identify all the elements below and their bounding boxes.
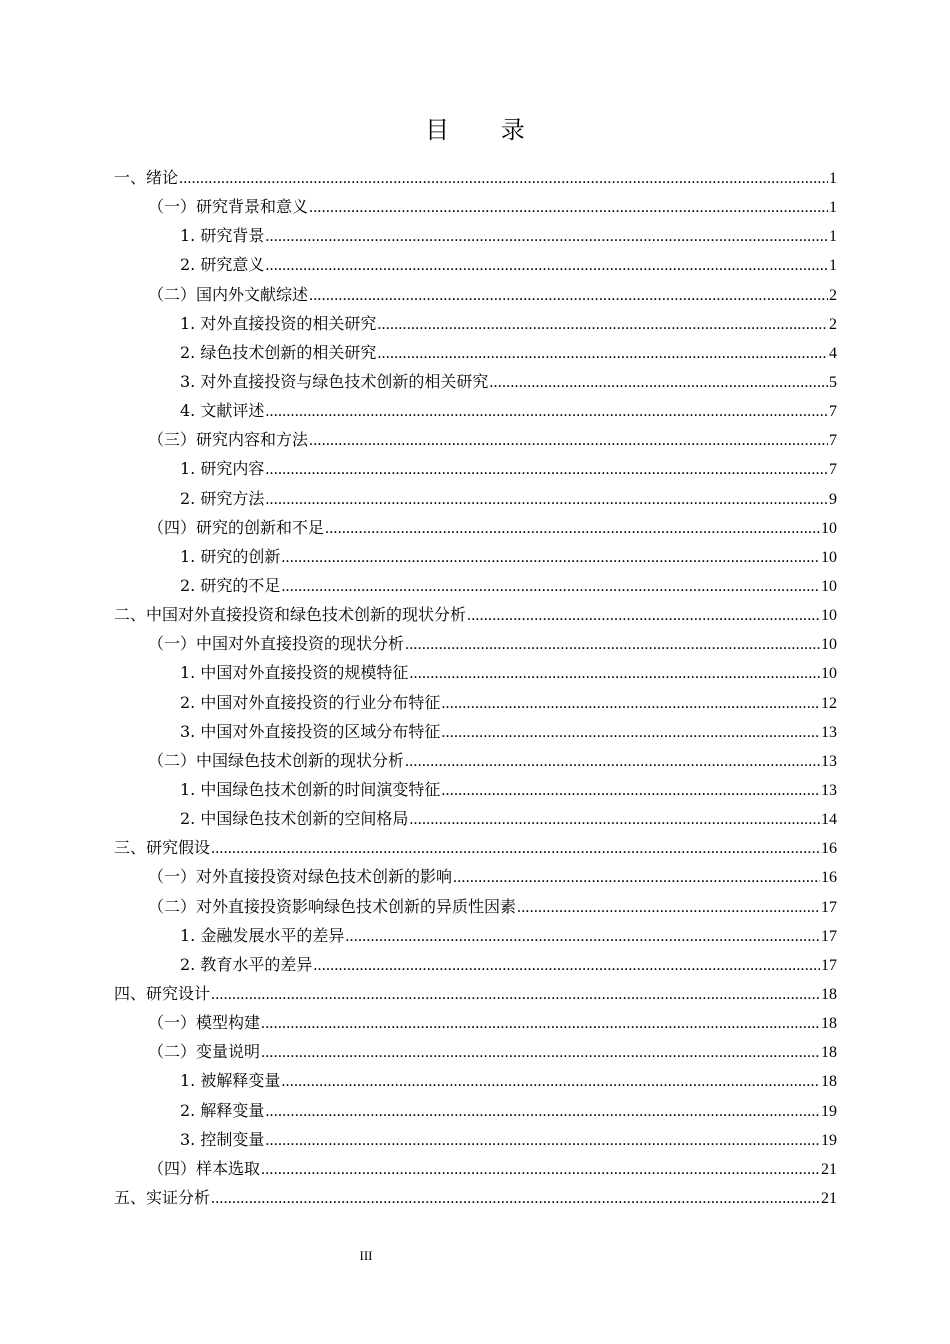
toc-entry-label: 2. 研究的不足 — [180, 575, 281, 595]
toc-entry[interactable] — [114, 688, 837, 717]
toc-entry[interactable] — [114, 1154, 837, 1183]
toc-entry-label: （一）中国对外直接投资的现状分析 — [148, 634, 405, 654]
toc-dot-leader — [265, 485, 828, 514]
toc-dot-leader — [179, 164, 828, 193]
toc-entry-page: 13 — [821, 723, 837, 741]
toc-entry[interactable] — [114, 542, 837, 571]
toc-entry-label: （四）研究的创新和不足 — [148, 517, 325, 537]
toc-dot-leader — [265, 397, 828, 426]
toc-entry-page: 1 — [829, 199, 837, 217]
toc-entry[interactable] — [114, 921, 837, 950]
page-number: III — [359, 1248, 373, 1263]
toc-dot-leader — [265, 455, 828, 484]
toc-entry[interactable] — [114, 309, 837, 338]
toc-entry[interactable] — [114, 1125, 837, 1154]
toc-entry-page: 10 — [821, 607, 837, 625]
toc-dot-leader — [211, 1184, 820, 1213]
toc-entry[interactable] — [114, 221, 837, 250]
toc-entry-page: 18 — [821, 1044, 837, 1062]
page-title: 目 录 — [425, 116, 547, 144]
toc-dot-leader — [265, 1126, 820, 1155]
toc-entry-label: 1. 研究的创新 — [180, 546, 281, 566]
toc-entry-label: （四）样本选取 — [148, 1158, 261, 1178]
toc-entry-label: （一）对外直接投资对绿色技术创新的影响 — [148, 867, 453, 887]
toc-dot-leader — [489, 368, 828, 397]
toc-entry[interactable] — [114, 1008, 837, 1037]
toc-entry[interactable] — [114, 1066, 837, 1095]
toc-entry-page: 19 — [821, 1131, 837, 1149]
toc-dot-leader — [377, 310, 828, 339]
toc-entry[interactable] — [114, 250, 837, 279]
toc-entry[interactable] — [114, 425, 837, 454]
toc-dot-leader — [441, 718, 820, 747]
toc-entry-page: 4 — [829, 344, 837, 362]
toc-entry[interactable] — [114, 775, 837, 804]
toc-dot-leader — [405, 747, 820, 776]
toc-entry-page: 12 — [821, 694, 837, 712]
toc-dot-leader — [211, 980, 820, 1009]
toc-entry[interactable] — [114, 804, 837, 833]
toc-entry[interactable] — [114, 979, 837, 1008]
toc-entry-page: 10 — [821, 577, 837, 595]
toc-entry[interactable] — [114, 950, 837, 979]
toc-entry-label: 1. 中国绿色技术创新的时间演变特征 — [180, 779, 441, 799]
toc-entry[interactable] — [114, 629, 837, 658]
toc-entry-page: 16 — [821, 840, 837, 858]
toc-entry-label: 2. 研究意义 — [180, 255, 265, 275]
toc-entry-page: 17 — [821, 956, 837, 974]
toc-dot-leader — [261, 1155, 820, 1184]
toc-entry-label: （二）中国绿色技术创新的现状分析 — [148, 750, 405, 770]
toc-entry-page: 14 — [821, 811, 837, 829]
toc-dot-leader — [261, 1009, 820, 1038]
toc-entry-page: 17 — [821, 927, 837, 945]
toc-dot-leader — [261, 1038, 820, 1067]
toc-entry-label: 1. 被解释变量 — [180, 1071, 281, 1091]
toc-entry[interactable] — [114, 163, 837, 192]
toc-entry-page: 1 — [829, 170, 837, 187]
toc-entry[interactable] — [114, 600, 837, 629]
toc-entry-label: （一）模型构建 — [148, 1013, 261, 1033]
toc-dot-leader — [265, 251, 828, 280]
toc-dot-leader — [281, 1067, 820, 1096]
toc-entry-label: 2. 解释变量 — [180, 1100, 265, 1120]
toc-dot-leader — [309, 281, 828, 310]
toc-entry[interactable] — [114, 484, 837, 513]
toc-entry-page: 1 — [829, 257, 837, 275]
toc-entry-page: 10 — [821, 636, 837, 654]
toc-entry-page: 18 — [821, 985, 837, 1003]
toc-dot-leader — [441, 689, 820, 718]
toc-entry[interactable] — [114, 513, 837, 542]
toc-entry-page: 2 — [829, 315, 837, 333]
toc-entry-label: 3. 中国对外直接投资的区域分布特征 — [180, 721, 441, 741]
toc-dot-leader — [345, 922, 820, 951]
toc-entry-page: 13 — [821, 752, 837, 770]
toc-entry-page: 18 — [821, 1073, 837, 1091]
toc-entry-page: 2 — [829, 286, 837, 304]
toc-entry-label: 2. 中国绿色技术创新的空间格局 — [180, 809, 409, 829]
toc-entry-page: 13 — [821, 781, 837, 799]
toc-entry-label: 2. 研究方法 — [180, 488, 265, 508]
toc-entry[interactable] — [114, 367, 837, 396]
toc-entry[interactable] — [114, 280, 837, 309]
toc-dot-leader — [309, 426, 828, 455]
toc-entry-page: 7 — [829, 432, 837, 450]
toc-entry[interactable] — [114, 454, 837, 483]
toc-entry-label: （二）对外直接投资影响绿色技术创新的异质性因素 — [148, 896, 517, 916]
toc-entry-label: （三）研究内容和方法 — [148, 430, 309, 450]
toc-entry[interactable] — [114, 833, 837, 862]
toc-entry-label: 1. 研究内容 — [180, 459, 265, 479]
toc-entry[interactable] — [114, 717, 837, 746]
toc-entry[interactable] — [114, 192, 837, 221]
toc-entry-label: 3. 控制变量 — [180, 1129, 265, 1149]
toc-entry-label: 1. 中国对外直接投资的规模特征 — [180, 663, 409, 683]
toc-entry-label: 2. 教育水平的差异 — [180, 954, 313, 974]
toc-dot-leader — [211, 834, 820, 863]
toc-dot-leader — [281, 572, 820, 601]
toc-entry-page: 9 — [829, 490, 837, 508]
toc-entry-label: 4. 文献评述 — [180, 401, 265, 421]
toc-entry-page: 7 — [829, 403, 837, 421]
toc-entry-page: 21 — [821, 1189, 837, 1207]
toc-entry-page: 7 — [829, 461, 837, 479]
toc-entry-label: 一、绪论 — [114, 168, 179, 187]
toc-entry-label: 1. 研究背景 — [180, 226, 265, 246]
toc-entry-page: 21 — [821, 1160, 837, 1178]
toc-entry-page: 17 — [821, 898, 837, 916]
toc-entry[interactable] — [114, 746, 837, 775]
toc-entry-page: 10 — [821, 665, 837, 683]
toc-entry-page: 10 — [821, 519, 837, 537]
toc-entry-label: 五、实证分析 — [114, 1187, 211, 1207]
toc-dot-leader — [281, 543, 820, 572]
toc-entry-label: 1. 金融发展水平的差异 — [180, 925, 345, 945]
toc-dot-leader — [467, 601, 820, 630]
toc-dot-leader — [325, 514, 820, 543]
toc-entry[interactable] — [114, 1183, 837, 1212]
toc-entry-page: 16 — [821, 869, 837, 887]
toc-entry[interactable] — [114, 658, 837, 687]
toc-entry-label: （二）国内外文献综述 — [148, 284, 309, 304]
toc-entry-page: 18 — [821, 1015, 837, 1033]
toc-entry-page: 5 — [829, 373, 837, 391]
toc-entry[interactable] — [114, 338, 837, 367]
toc-dot-leader — [453, 863, 820, 892]
toc-entry-label: 四、研究设计 — [114, 983, 211, 1003]
table-of-contents — [114, 163, 837, 1212]
toc-entry-page: 10 — [821, 548, 837, 566]
toc-entry-label: （一）研究背景和意义 — [148, 197, 309, 217]
toc-entry-label: （二）变量说明 — [148, 1042, 261, 1062]
toc-entry-label: 2. 绿色技术创新的相关研究 — [180, 342, 377, 362]
toc-entry[interactable] — [114, 1037, 837, 1066]
toc-entry-page: 1 — [829, 228, 837, 246]
toc-dot-leader — [405, 630, 820, 659]
toc-dot-leader — [409, 805, 820, 834]
toc-entry-label: 3. 对外直接投资与绿色技术创新的相关研究 — [180, 371, 489, 391]
toc-entry-label: 二、中国对外直接投资和绿色技术创新的现状分析 — [114, 605, 467, 625]
toc-entry[interactable] — [114, 396, 837, 425]
toc-entry-label: 2. 中国对外直接投资的行业分布特征 — [180, 692, 441, 712]
toc-entry[interactable] — [114, 1096, 837, 1125]
toc-dot-leader — [517, 893, 820, 922]
toc-dot-leader — [265, 222, 828, 251]
toc-dot-leader — [409, 659, 820, 688]
toc-dot-leader — [377, 339, 828, 368]
toc-entry-label: 1. 对外直接投资的相关研究 — [180, 313, 377, 333]
toc-entry[interactable] — [114, 571, 837, 600]
toc-entry-label: 三、研究假设 — [114, 838, 211, 858]
toc-dot-leader — [309, 193, 828, 222]
toc-dot-leader — [313, 951, 820, 980]
toc-dot-leader — [265, 1097, 820, 1126]
toc-entry[interactable] — [114, 892, 837, 921]
toc-entry[interactable] — [114, 862, 837, 891]
toc-dot-leader — [441, 776, 820, 805]
toc-entry-page: 19 — [821, 1102, 837, 1120]
